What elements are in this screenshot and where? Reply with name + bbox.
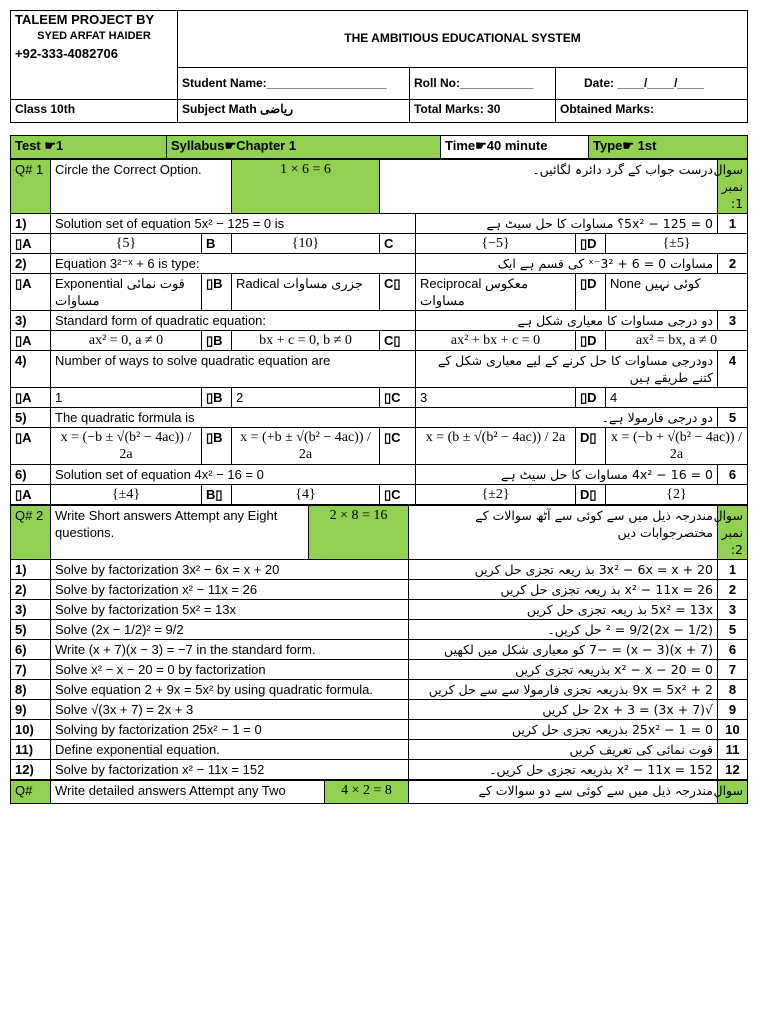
q1-item-urdu: دو درجی فارمولا ہے۔ [416,408,718,428]
q2-item-row [11,720,748,740]
type-label: Type☛ 1st [589,136,748,159]
q1-option-label[interactable]: ▯B [202,428,232,465]
q1-item-text: Solution set of equation 4x² − 16 = 0 [51,465,416,485]
q1-item-urdu: مساوات 0 = 6 + 3²⁻ˣ کی قسم ہے ایک [416,254,718,274]
q2-item-urdu: 3x² − 6x = x + 20 بذ ریعہ تجزی حل کریں [409,560,718,580]
q2-item-urdu: x² − 11x = 152 بذریعہ تجزی حل کریں۔ [409,760,718,780]
q1-option-label[interactable]: C▯ [380,274,416,311]
q2-item-urdu-number: 1 [718,560,748,580]
q2-item-row [11,740,748,760]
q1-option-label[interactable]: ▯A [11,428,51,465]
q1-option-text[interactable]: ax² = bx, a ≠ 0 [606,331,748,351]
q2-item-urdu: √(3x + 7) = 2x + 3 حل کریں [409,700,718,720]
student-name-field[interactable]: Student Name:__________________ [178,67,410,100]
q2-item-number: 6) [11,640,51,660]
q1-urdu-number: سوال نمبر 1: [718,160,748,214]
q3-urdu-instruction: مندرجہ ذیل میں سے کوئی سے دو سوالات کے [409,781,718,804]
q1-option-text[interactable]: x = (b ± √(b² − 4ac)) / 2a [416,428,576,465]
org-line-1: TALEEM PROJECT BY [15,12,155,27]
q2-item-number: 3) [11,600,51,620]
q3-marks: 4 × 2 = 8 [325,781,409,804]
q2-item-row [11,620,748,640]
test-info-bar [10,135,748,159]
q2-item-urdu: (x + 7)(x − 3) = −7 کو معیاری شکل میں لکھیں [409,640,718,660]
q2-item-urdu-number: 6 [718,640,748,660]
q1-item-urdu: دو درجی مساوات کا معیاری شکل ہے [416,311,718,331]
q1-item-urdu: 5x² − 125 = 0؟ مساوات کا حل سیٹ ہے [416,214,718,234]
q3-number: Q# [11,781,51,804]
q1-item-text: Solution set of equation 5x² − 125 = 0 is [51,214,416,234]
q1-option-label[interactable]: B [202,234,232,254]
q2-item-urdu-number: 9 [718,700,748,720]
q1-option-label[interactable]: ▯A [11,274,51,311]
total-marks-label: Total Marks: 30 [410,100,556,123]
q2-instruction: Write Short answers Attempt any Eight questions. [51,506,309,560]
q2-item-urdu: 2 + 9x = 5x² بذریعہ تجزی فارمولا سے سے حل کریں [409,680,718,700]
q1-number: Q# 1 [11,160,51,214]
q2-item-text: Write (x + 7)(x − 3) = −7 in the standard form. [51,640,409,660]
exam-sheet [10,10,747,804]
q1-item-number: 2) [11,254,51,274]
q1-option-text[interactable]: {4} [232,485,380,505]
q1-option-label[interactable]: C [380,234,416,254]
q2-item-urdu: x² − 11x = 26 بذ ریعہ تجزی حل کریں [409,580,718,600]
roll-no-field[interactable]: Roll No:___________ [410,67,556,100]
q1-option-label[interactable]: C▯ [380,331,416,351]
subject-label: Subject Math ریاضی [178,100,410,123]
q1-item-text: Standard form of quadratic equation: [51,311,416,331]
q1-option-text[interactable]: Exponential قوت نمائی مساوات [51,274,202,311]
q1-item-row [11,254,748,274]
class-label: Class 10th [11,100,178,123]
q1-options-row [11,485,748,505]
q1-option-text[interactable]: None کوئی نہیں [606,274,748,311]
q1-option-text[interactable]: 2 [232,388,380,408]
q2-item-urdu: قوت نمائی کی تعریف کریں [409,740,718,760]
q1-option-text[interactable]: {10} [232,234,380,254]
q2-item-urdu-number: 10 [718,720,748,740]
q1-item-row [11,311,748,331]
q1-option-label[interactable]: ▯B [202,388,232,408]
q2-item-number: 7) [11,660,51,680]
q2-item-number: 12) [11,760,51,780]
q1-item-urdu-number: 4 [718,351,748,388]
q2-item-text: Solving by factorization 25x² − 1 = 0 [51,720,409,740]
q1-options-row [11,428,748,465]
q2-item-urdu: 5x² = 13x بذ ریعہ تجزی حل کریں [409,600,718,620]
q1-option-label[interactable]: ▯B [202,331,232,351]
q2-item-urdu-number: 11 [718,740,748,760]
q2-marks: 2 × 8 = 16 [309,506,409,560]
q1-item-row [11,465,748,485]
q1-item-urdu-number: 1 [718,214,748,234]
q1-item-number: 6) [11,465,51,485]
q2-item-text: Solve by factorization 5x² = 13x [51,600,409,620]
q2-item-number: 5) [11,620,51,640]
q1-item-text: Equation 3²⁻ˣ + 6 is type: [51,254,416,274]
q2-item-urdu-number: 5 [718,620,748,640]
q1-option-label[interactable]: ▯D [576,234,606,254]
q1-instruction: Circle the Correct Option. [51,160,232,214]
q1-item-row [11,351,748,388]
q1-option-text[interactable]: x = (+b ± √(b² − 4ac)) / 2a [232,428,380,465]
q1-item-row [11,408,748,428]
syllabus-label: Syllabus☛Chapter 1 [167,136,441,159]
q2-item-urdu: 25x² − 1 = 0 بذریعہ تجزی حل کریں [409,720,718,740]
q2-item-number: 9) [11,700,51,720]
q2-item-text: Solve by factorization x² − 11x = 152 [51,760,409,780]
q1-option-text[interactable]: {2} [606,485,748,505]
q2-item-text: Solve equation 2 + 9x = 5x² by using quadratic formula. [51,680,409,700]
q1-option-text[interactable]: ax² = 0, a ≠ 0 [51,331,202,351]
q1-option-label[interactable]: ▯D [576,388,606,408]
q1-option-text[interactable]: bx + c = 0, b ≠ 0 [232,331,380,351]
q2-number: Q# 2 [11,506,51,560]
q1-item-text: The quadratic formula is [51,408,416,428]
q2-item-row [11,580,748,600]
q1-option-text[interactable]: ax² + bx + c = 0 [416,331,576,351]
q2-item-number: 1) [11,560,51,580]
test-number: Test ☛1 [11,136,167,159]
q1-option-label[interactable]: ▯C [380,388,416,408]
q1-options-row [11,234,748,254]
q2-item-number: 2) [11,580,51,600]
q2-item-text: Solve by factorization x² − 11x = 26 [51,580,409,600]
q1-option-text[interactable]: 3 [416,388,576,408]
q1-item-urdu-number: 6 [718,465,748,485]
q1-option-text[interactable]: {5} [51,234,202,254]
org-line-2: SYED ARFAT HAIDER [37,30,151,42]
q1-option-text[interactable]: {±2} [416,485,576,505]
question-1-table [10,159,748,505]
q1-option-text[interactable]: x = (−b + √(b² − 4ac)) / 2a [606,428,748,465]
q2-item-text: Define exponential equation. [51,740,409,760]
q1-option-label[interactable]: D▯ [576,485,606,505]
q1-options-row [11,274,748,311]
obtained-marks-field[interactable]: Obtained Marks: [556,100,748,123]
header-table [10,10,748,123]
q1-option-label[interactable]: ▯D [576,274,606,311]
q2-item-urdu-number: 7 [718,660,748,680]
q1-item-number: 4) [11,351,51,388]
q2-item-urdu: x² − x − 20 = 0 بذریعہ تجزی کریں [409,660,718,680]
q2-item-text: Solve x² − x − 20 = 0 by factorization [51,660,409,680]
date-field[interactable]: Date: ____/____/____ [556,67,748,100]
q2-item-urdu-number: 12 [718,760,748,780]
q1-item-urdu: دودرجی مساوات کا حل کرنے کے لیے معیاری شکل کے کتنے طریقے ہیں [416,351,718,388]
q1-option-label[interactable]: ▯D [576,331,606,351]
q1-urdu-instruction: درست جواب کے گرد دائرہ لگائیں۔ [380,160,718,214]
q3-urdu-number: سوال [718,781,748,804]
q2-item-urdu-number: 3 [718,600,748,620]
q1-option-label[interactable]: ▯B [202,274,232,311]
q1-option-text[interactable]: {±5} [606,234,748,254]
q1-option-text[interactable]: 4 [606,388,748,408]
q2-item-row [11,660,748,680]
q1-option-text[interactable]: Radical جزری مساوات [232,274,380,311]
q1-options-row [11,388,748,408]
q2-item-row [11,760,748,780]
q2-item-urdu: (2x − 1/2)² = 9/2 حل کریں۔ [409,620,718,640]
q2-item-row [11,680,748,700]
q2-urdu-number: سوال نمبر 2: [718,506,748,560]
q1-item-number: 1) [11,214,51,234]
q2-item-text: Solve √(3x + 7) = 2x + 3 [51,700,409,720]
q1-option-label[interactable]: ▯C [380,428,416,465]
q1-option-label[interactable]: B▯ [202,485,232,505]
q1-option-label[interactable]: D▯ [576,428,606,465]
q1-item-text: Number of ways to solve quadratic equation are [51,351,416,388]
q1-marks: 1 × 6 = 6 [232,160,380,214]
q1-option-label[interactable]: ▯A [11,331,51,351]
question-3-table [10,780,748,804]
q1-option-text[interactable]: {−5} [416,234,576,254]
q2-urdu-instruction: مندرجہ ذیل میں سے کوئی سے آٹھ سوالات کے مختصرجوابات دیں [409,506,718,560]
q1-item-urdu-number: 5 [718,408,748,428]
q2-item-row [11,560,748,580]
time-label: Time☛40 minute [441,136,589,159]
q1-item-urdu: 4x² − 16 = 0 مساوات کا حل سیٹ ہے [416,465,718,485]
org-phone: +92-333-4082706 [15,46,119,61]
q1-option-text[interactable]: x = (−b ± √(b² − 4ac)) / 2a [51,428,202,465]
q1-option-label[interactable]: ▯C [380,485,416,505]
question-2-table [10,505,748,780]
q1-item-row [11,214,748,234]
q1-item-number: 5) [11,408,51,428]
q3-instruction: Write detailed answers Attempt any Two [51,781,325,804]
q2-item-urdu-number: 8 [718,680,748,700]
q1-item-urdu-number: 2 [718,254,748,274]
q2-item-row [11,600,748,620]
q1-option-text[interactable]: Reciprocal معکوس مساوات [416,274,576,311]
q1-option-label[interactable]: ▯A [11,388,51,408]
q2-item-number: 10) [11,720,51,740]
q1-item-number: 3) [11,311,51,331]
q2-item-number: 8) [11,680,51,700]
q2-item-text: Solve (2x − 1/2)² = 9/2 [51,620,409,640]
q2-item-row [11,700,748,720]
q1-options-row [11,331,748,351]
q1-option-text[interactable]: 1 [51,388,202,408]
q2-item-number: 11) [11,740,51,760]
q2-item-urdu-number: 2 [718,580,748,600]
q2-item-text: Solve by factorization 3x² − 6x = x + 20 [51,560,409,580]
q1-item-urdu-number: 3 [718,311,748,331]
org-block [11,11,178,68]
q1-option-label[interactable]: ▯A [11,485,51,505]
q2-item-row [11,640,748,660]
q1-option-text[interactable]: {±4} [51,485,202,505]
q1-option-label[interactable]: ▯A [11,234,51,254]
page-title: THE AMBITIOUS EDUCATIONAL SYSTEM [178,11,748,68]
